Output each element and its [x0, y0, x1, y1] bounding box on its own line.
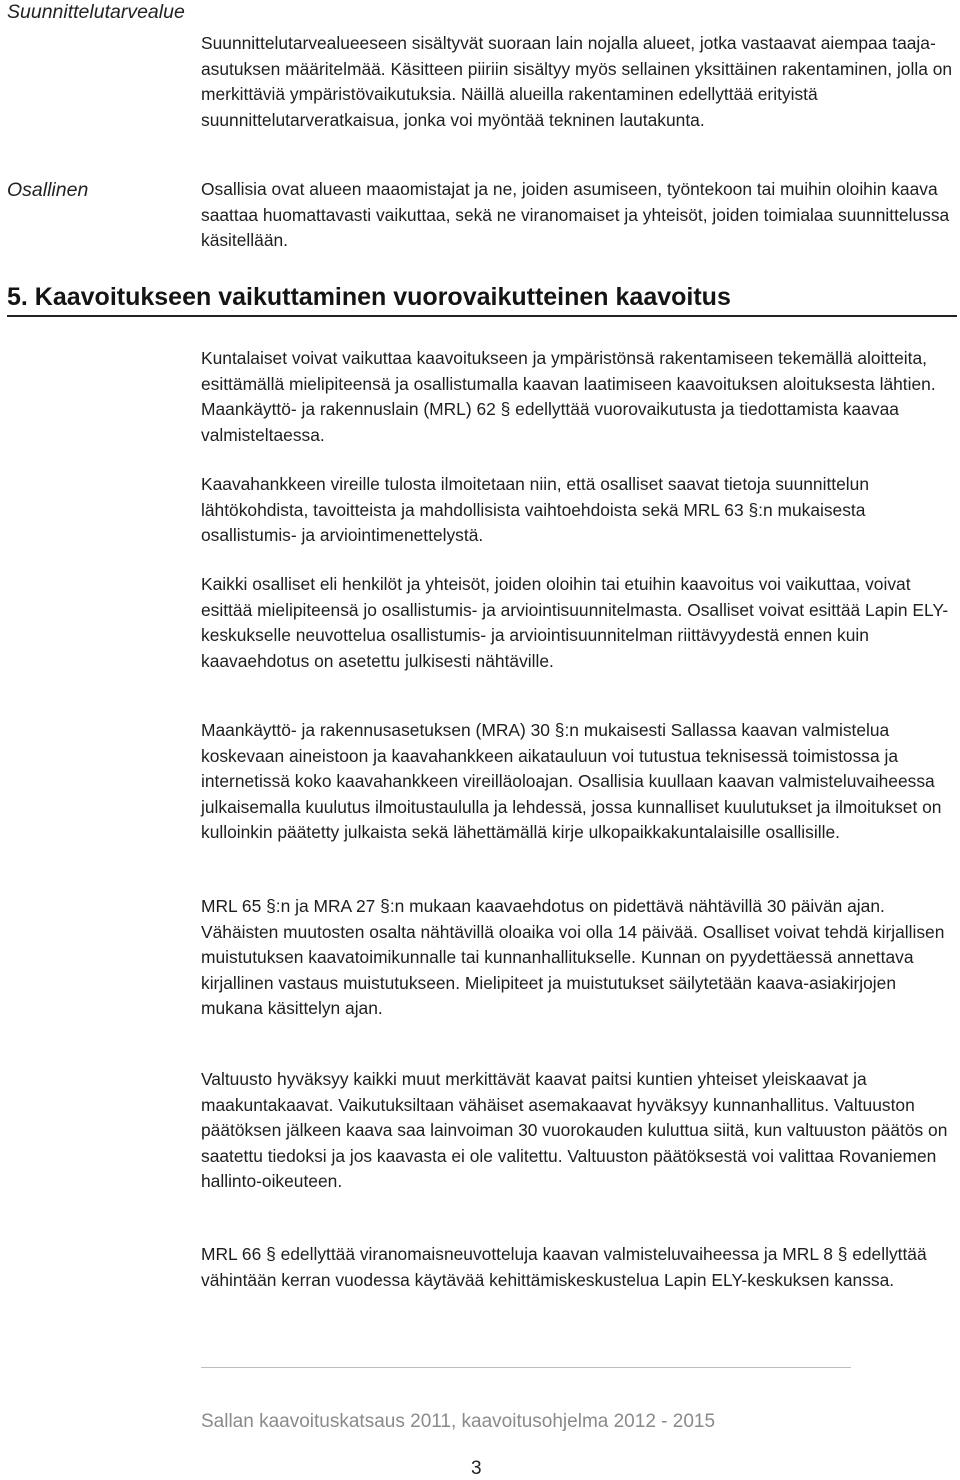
footer-divider	[201, 1367, 851, 1368]
paragraph-5: MRL 65 §:n ja MRA 27 §:n mukaan kaavaehdotus on pidettävä nähtävillä 30 päivän ajan. Vähäisten muutosten osalta nähtävillä oloaika voi olla 14 päivää. Osalliset voivat tehdä kirjallisen muistutuksen kaavatoimikunnalle tai kunnanhallitukselle. Kunnan on pyydettäessä annettava kirjallinen vastaus muistutukseen. Mielipiteet ja muistutukset säilytetään kaava-asiakirjojen mukana käsittelyn ajan.	[201, 896, 945, 1019]
definition-text-suunnittelutarvealue: Suunnittelutarvealueeseen sisältyvät suoraan lain nojalla alueet, jotka vastaavat aiempaa taaja-asutuksen määritelmää. Käsitteen piiriin sisältyy myös sellainen yksittäinen rakentaminen, jolla on merkittäviä ympäristövaikutuksia. Näillä alueilla rakentaminen edellyttää erityistä suunnittelutarveratkaisua, jonka voi myöntää tekninen lautakunta.	[201, 33, 953, 130]
footer-title: Sallan kaavoituskatsaus 2011, kaavoitusohjelma 2012 - 2015	[201, 1411, 716, 1432]
page-number: 3	[471, 1458, 482, 1479]
paragraph-6: Valtuusto hyväksyy kaikki muut merkittävät kaavat paitsi kuntien yhteiset yleiskaavat ja maakuntakaavat. Vaikutuksiltaan vähäiset asemakaavat hyväksyy kunnanhallitus. Valtuuston päätöksen jälkeen kaava saa lainvoiman 30 vuorokauden kuluttua siitä, kun valtuuston päätös on saatettu tiedoksi ja jos kaavasta ei ole valitettu. Valtuuston päätöksestä voi valittaa Rovaniemen hallinto-oikeuteen.	[201, 1069, 948, 1192]
term-label-suunnittelutarvealue: Suunnittelutarvealue	[7, 1, 185, 23]
heading-underline	[7, 315, 957, 317]
paragraph-4: Maankäyttö- ja rakennusasetuksen (MRA) 30 §:n mukaisesti Sallassa kaavan valmistelua koskevaan aineistoon ja kaavahankkeen aikatauluun voi tutustua teknisessä toimistossa ja internetissä koko kaavahankkeen vireilläoloajan. Osallisia kuullaan kaavan valmisteluvaiheessa julkaisemalla kuulutus ilmoitustaululla ja lehdessä, jossa kunnalliset kuulutukset ja ilmoitukset on kulloinkin päätetty julkaista sekä lähettämällä kirje ulkopaikkakuntalaisille osallisille.	[201, 720, 942, 843]
term-label-osallinen: Osallinen	[7, 179, 89, 201]
section-heading: 5. Kaavoitukseen vaikuttaminen vuorovaikutteinen kaavoitus	[7, 283, 731, 311]
paragraph-2: Kaavahankkeen vireille tulosta ilmoitetaan niin, että osalliset saavat tietoja suunnittelun lähtökohdista, tavoitteista ja mahdollisista vaihtoehdoista sekä MRL 63 §:n mukaisesta osallistumis- ja arviointimenettelystä.	[201, 474, 870, 546]
definition-text-osallinen: Osallisia ovat alueen maaomistajat ja ne, joiden asumiseen, työntekoon tai muihin oloihin kaava saattaa huomattavasti vaikuttaa, sekä ne viranomaiset ja yhteisöt, joiden toimialaa suunnittelussa käsitellään.	[201, 179, 950, 251]
paragraph-1: Kuntalaiset voivat vaikuttaa kaavoitukseen ja ympäristönsä rakentamiseen tekemällä aloitteita, esittämällä mielipiteensä ja osallistumalla kaavan laatimiseen kaavoituksen aloituksesta lähtien. Maankäyttö- ja rakennuslain (MRL) 62 § edellyttää vuorovaikutusta ja tiedottamista kaavaa valmisteltaessa.	[201, 348, 936, 445]
paragraph-7: MRL 66 § edellyttää viranomaisneuvotteluja kaavan valmisteluvaiheessa ja MRL 8 § edellyttää vähintään kerran vuodessa käytävää kehittämiskeskustelua Lapin ELY-keskuksen kanssa.	[201, 1244, 927, 1290]
paragraph-3: Kaikki osalliset eli henkilöt ja yhteisöt, joiden oloihin tai etuihin kaavoitus voi vaikuttaa, voivat esittää mielipiteensä jo osallistumis- ja arviointisuunnitelmasta. Osalliset voivat esittää Lapin ELY-keskukselle neuvottelua osallistumis- ja arviointisuunnitelman riittävyydestä ennen kuin kaavaehdotus on asetettu julkisesti nähtäville.	[201, 574, 949, 671]
